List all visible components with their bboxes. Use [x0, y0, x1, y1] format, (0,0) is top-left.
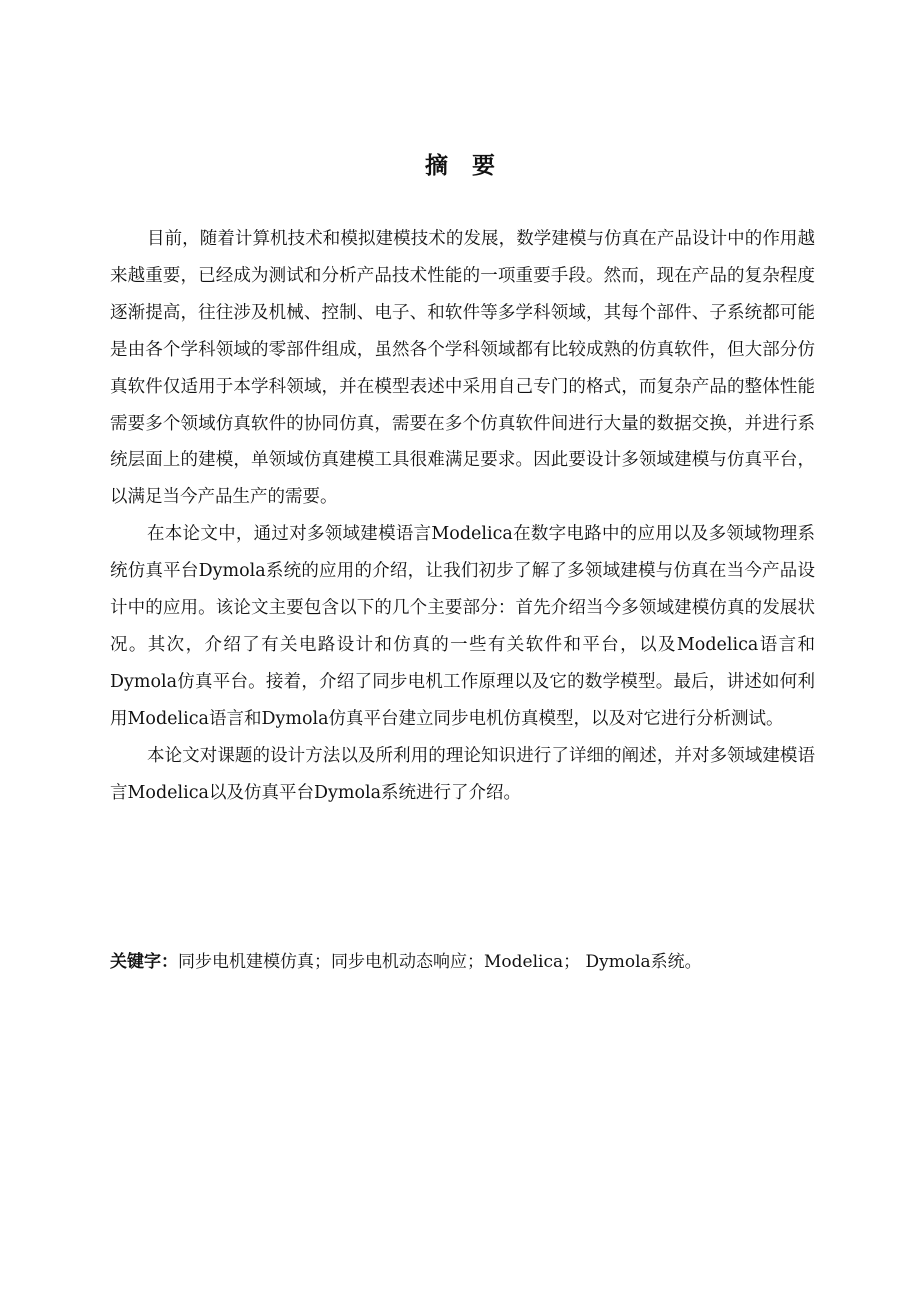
keywords-text: 同步电机建模仿真；同步电机动态响应；Modelica； Dymola系统。	[178, 952, 702, 972]
abstract-title: 摘要	[425, 153, 519, 179]
abstract-paragraph-1: 目前，随着计算机技术和模拟建模技术的发展，数学建模与仿真在产品设计中的作用越来越重要，已经成为测试和分析产品技术性能的一项重要手段。然而，现在产品的复杂程度逐渐提高，往往涉及机械、控制、电子、和软件等多学科领域，其每个部件、子系统都可能是由各个学科领域的零部件组成，虽然各个学科领域都有比较成熟的仿真软件，但大部分仿真软件仅适用于本学科领域，并在模型表述中采用自己专门的格式，而复杂产品的整体性能需要多个领域仿真软件的协同仿真，需要在多个仿真软件间进行大量的数据交换，并进行系统层面上的建模，单领域仿真建模工具很难满足要求。因此要设计多领域建模与仿真平台，以满足当今产品生产的需要。	[110, 229, 815, 508]
abstract-paragraph-3: 本论文对课题的设计方法以及所利用的理论知识进行了详细的阐述，并对多领域建模语言Modelica以及仿真平台Dymola系统进行了介绍。	[110, 745, 815, 803]
keywords-label: 关键字：	[110, 952, 178, 972]
keywords-line	[110, 946, 815, 978]
abstract-paragraph-2: 在本论文中，通过对多领域建模语言Modelica在数字电路中的应用以及多领域物理系统仿真平台Dymola系统的应用的介绍，让我们初步了解了多领域建模与仿真在当今产品设计中的应用。该论文主要包含以下的几个主要部分：首先介绍当今多领域建模仿真的发展状况。其次，介绍了有关电路设计和仿真的一些有关软件和平台，以及Modelica语言和Dymola仿真平台。接着，介绍了同步电机工作原理以及它的数学模型。最后，讲述如何利用Modelica语言和Dymola仿真平台建立同步电机仿真模型，以及对它进行分析测试。	[110, 524, 815, 729]
abstract-body	[110, 221, 815, 812]
